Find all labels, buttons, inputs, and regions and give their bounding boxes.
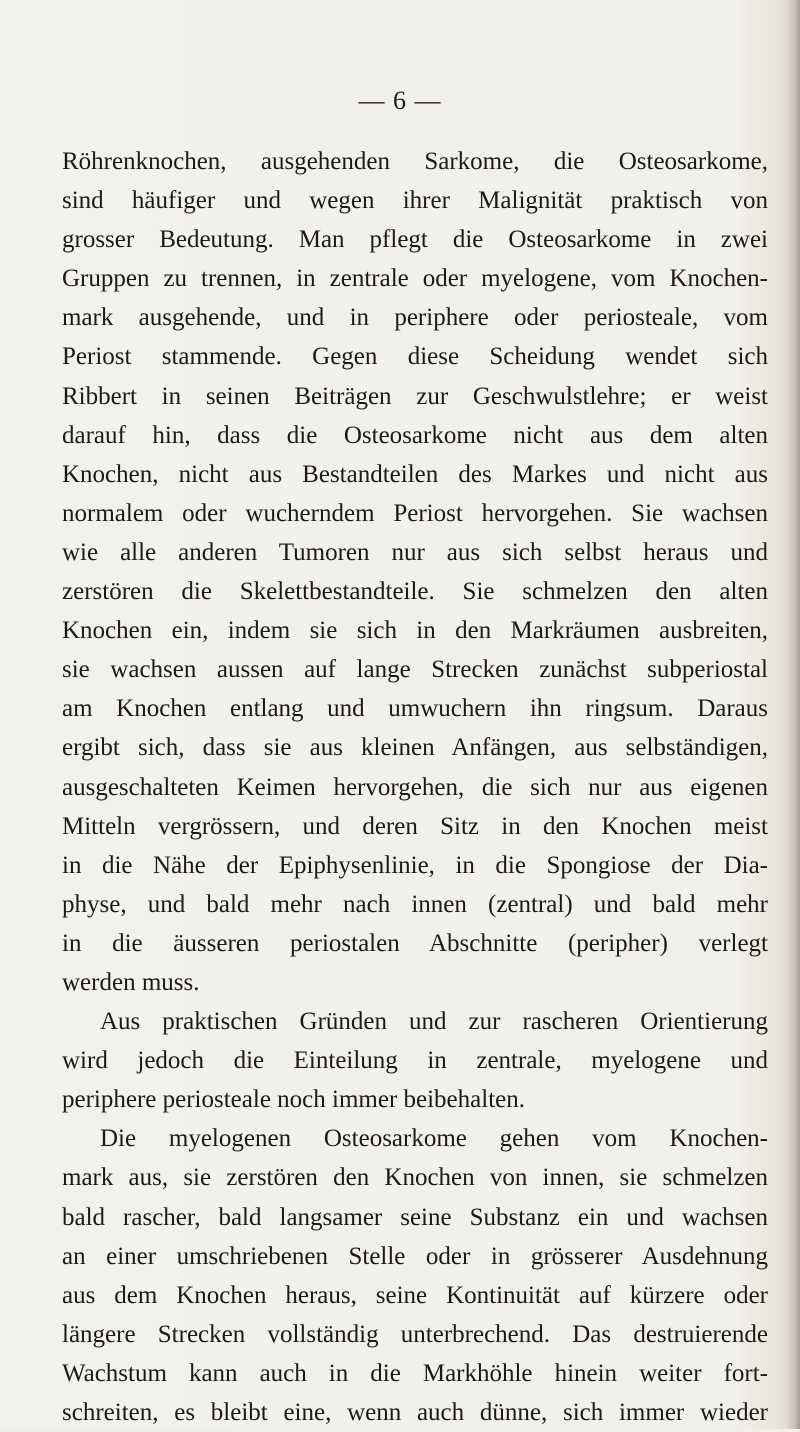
page-number: — 6 — (358, 86, 442, 115)
text-line: am Knochen entlang und umwuchern ihn ringsum. Daraus (62, 695, 768, 723)
text-line: schreiten, es bleibt eine, wenn auch dünne, sich immer wieder (62, 1399, 768, 1426)
text-line: darauf hin, dass die Osteosarkome nicht aus dem alten (62, 421, 768, 449)
text-line: aus dem Knochen heraus, seine Kontinuität auf kürzere oder (62, 1281, 768, 1309)
text-line: Ribbert in seinen Beiträgen zur Geschwulstlehre; er weist (62, 382, 768, 410)
text-line: wird jedoch die Einteilung in zentrale, myelogene und (62, 1047, 768, 1075)
text-line: werden muss. (62, 968, 200, 996)
text-line: Aus praktischen Gründen und zur rascheren Orientierung (100, 1008, 768, 1036)
text-line: Gruppen zu trennen, in zentrale oder myelogene, vom Knochen- (62, 265, 768, 293)
text-line: Wachstum kann auch in die Markhöhle hinein weiter fort- (62, 1359, 768, 1387)
text-line: physe, und bald mehr nach innen (zentral) und bald mehr (62, 890, 768, 918)
text-line: sie wachsen aussen auf lange Strecken zunächst subperiostal (62, 656, 768, 684)
text-line: Die myelogenen Osteosarkome gehen vom Knochen- (100, 1125, 768, 1153)
text-line: ergibt sich, dass sie aus kleinen Anfängen, aus selbständigen, (62, 734, 768, 762)
text-line: sind häufiger und wegen ihrer Malignität praktisch von (62, 187, 768, 215)
text-line: normalem oder wucherndem Periost hervorgehen. Sie wachsen (62, 499, 768, 527)
text-line: in die äusseren periostalen Abschnitte (peripher) verlegt (62, 929, 768, 957)
text-line: Mitteln vergrössern, und deren Sitz in den Knochen meist (62, 812, 768, 840)
text-line: zerstören die Skelettbestandteile. Sie schmelzen den alten (62, 578, 768, 606)
text-line: längere Strecken vollständig unterbrechend. Das destruierende (62, 1320, 768, 1348)
text-line: ausgeschalteten Keimen hervorgehen, die sich nur aus eigenen (62, 773, 768, 801)
text-line: mark aus, sie zerstören den Knochen von innen, sie schmelzen (62, 1164, 768, 1192)
text-line: an einer umschriebenen Stelle oder in grösserer Ausdehnung (62, 1242, 768, 1270)
text-line: Knochen, nicht aus Bestandteilen des Markes und nicht aus (62, 460, 768, 488)
body-text (62, 142, 768, 1432)
text-line: periphere periosteale noch immer beibehalten. (62, 1086, 525, 1114)
text-line: grosser Bedeutung. Man pflegt die Osteosarkome in zwei (62, 226, 768, 254)
text-line: wie alle anderen Tumoren nur aus sich selbst heraus und (62, 538, 768, 566)
text-line: mark ausgehende, und in periphere oder periosteale, vom (62, 304, 768, 332)
text-line: bald rascher, bald langsamer seine Substanz ein und wachsen (62, 1203, 768, 1231)
text-line: Periost stammende. Gegen diese Scheidung wendet sich (62, 343, 768, 371)
text-line: Knochen ein, indem sie sich in den Markräumen ausbreiten, (62, 617, 768, 645)
text-line: in die Nähe der Epiphysenlinie, in die Spongiose der Dia- (62, 851, 768, 879)
text-line: Röhrenknochen, ausgehenden Sarkome, die Osteosarkome, (62, 148, 768, 175)
page-edge-shadow (786, 0, 800, 1429)
